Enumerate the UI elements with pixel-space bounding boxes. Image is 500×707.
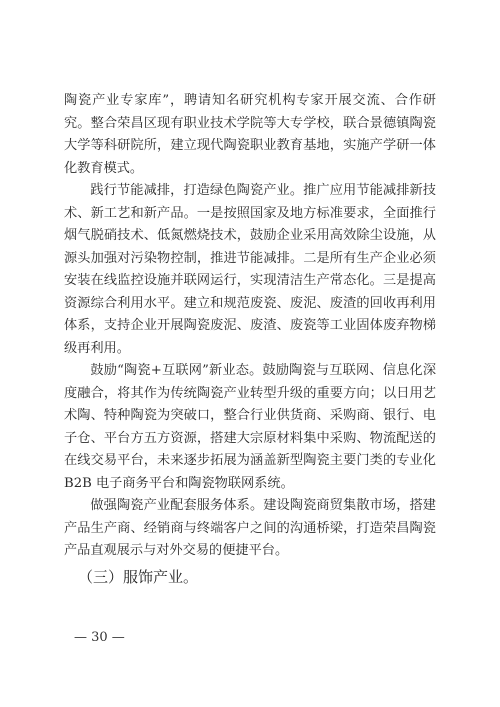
page-number: — 30 — [74,630,125,645]
paragraph-ceramics-internet: 鼓励“陶瓷+互联网”新业态。鼓励陶瓷与互联网、信息化深度融合，将其作为传统陶瓷产业转型升级的重要方向；以日用艺术陶、特种陶瓷为突破口，整合行业供货商、采购商、银行、电子仓、平台方五方资源，搭建大宗原材料集中采购、物流配送的在线交易平台，未来逐步拓展为涵盖新型陶瓷主要门类的专业化 B2B 电子商务平台和陶瓷物联网系统。 [64,363,436,491]
paragraph-energy-saving: 践行节能减排，打造绿色陶瓷产业。推广应用节能减排新技术、新工艺和新产品。一是按照国家及地方标准要求，全面推行烟气脱硝技术、低氮燃烧技术，鼓励企业采用高效除尘设施，从源头加强对污染物控制，推进节能减排。二是所有生产企业必须安装在线监控设施并联网运行，实现清洁生产常态化。三是提高资源综合利用水平。建立和规范废瓷、废泥、废渣的回收再利用体系，支持企业开展陶瓷废泥、废渣、废瓷等工业固体废弃物梯级再利用。 [64,183,436,356]
paragraph-talent-cooperation: 陶瓷产业专家库”，聘请知名研究机构专家开展交流、合作研究。整合荣昌区现有职业技术学院等大专学校，联合景德镇陶瓷大学等科研院所，建立现代陶瓷职业教育基地，实施产学研一体化教育模式。 [64,93,436,176]
page-body [64,90,436,589]
paragraph-support-services: 做强陶瓷产业配套服务体系。建设陶瓷商贸集散市场，搭建产品生产商、经销商与终端客户之间的沟通桥梁，打造荣昌陶瓷产品直观展示与对外交易的便捷平台。 [64,498,436,558]
section-heading: （三）服饰产业。 [78,567,199,586]
